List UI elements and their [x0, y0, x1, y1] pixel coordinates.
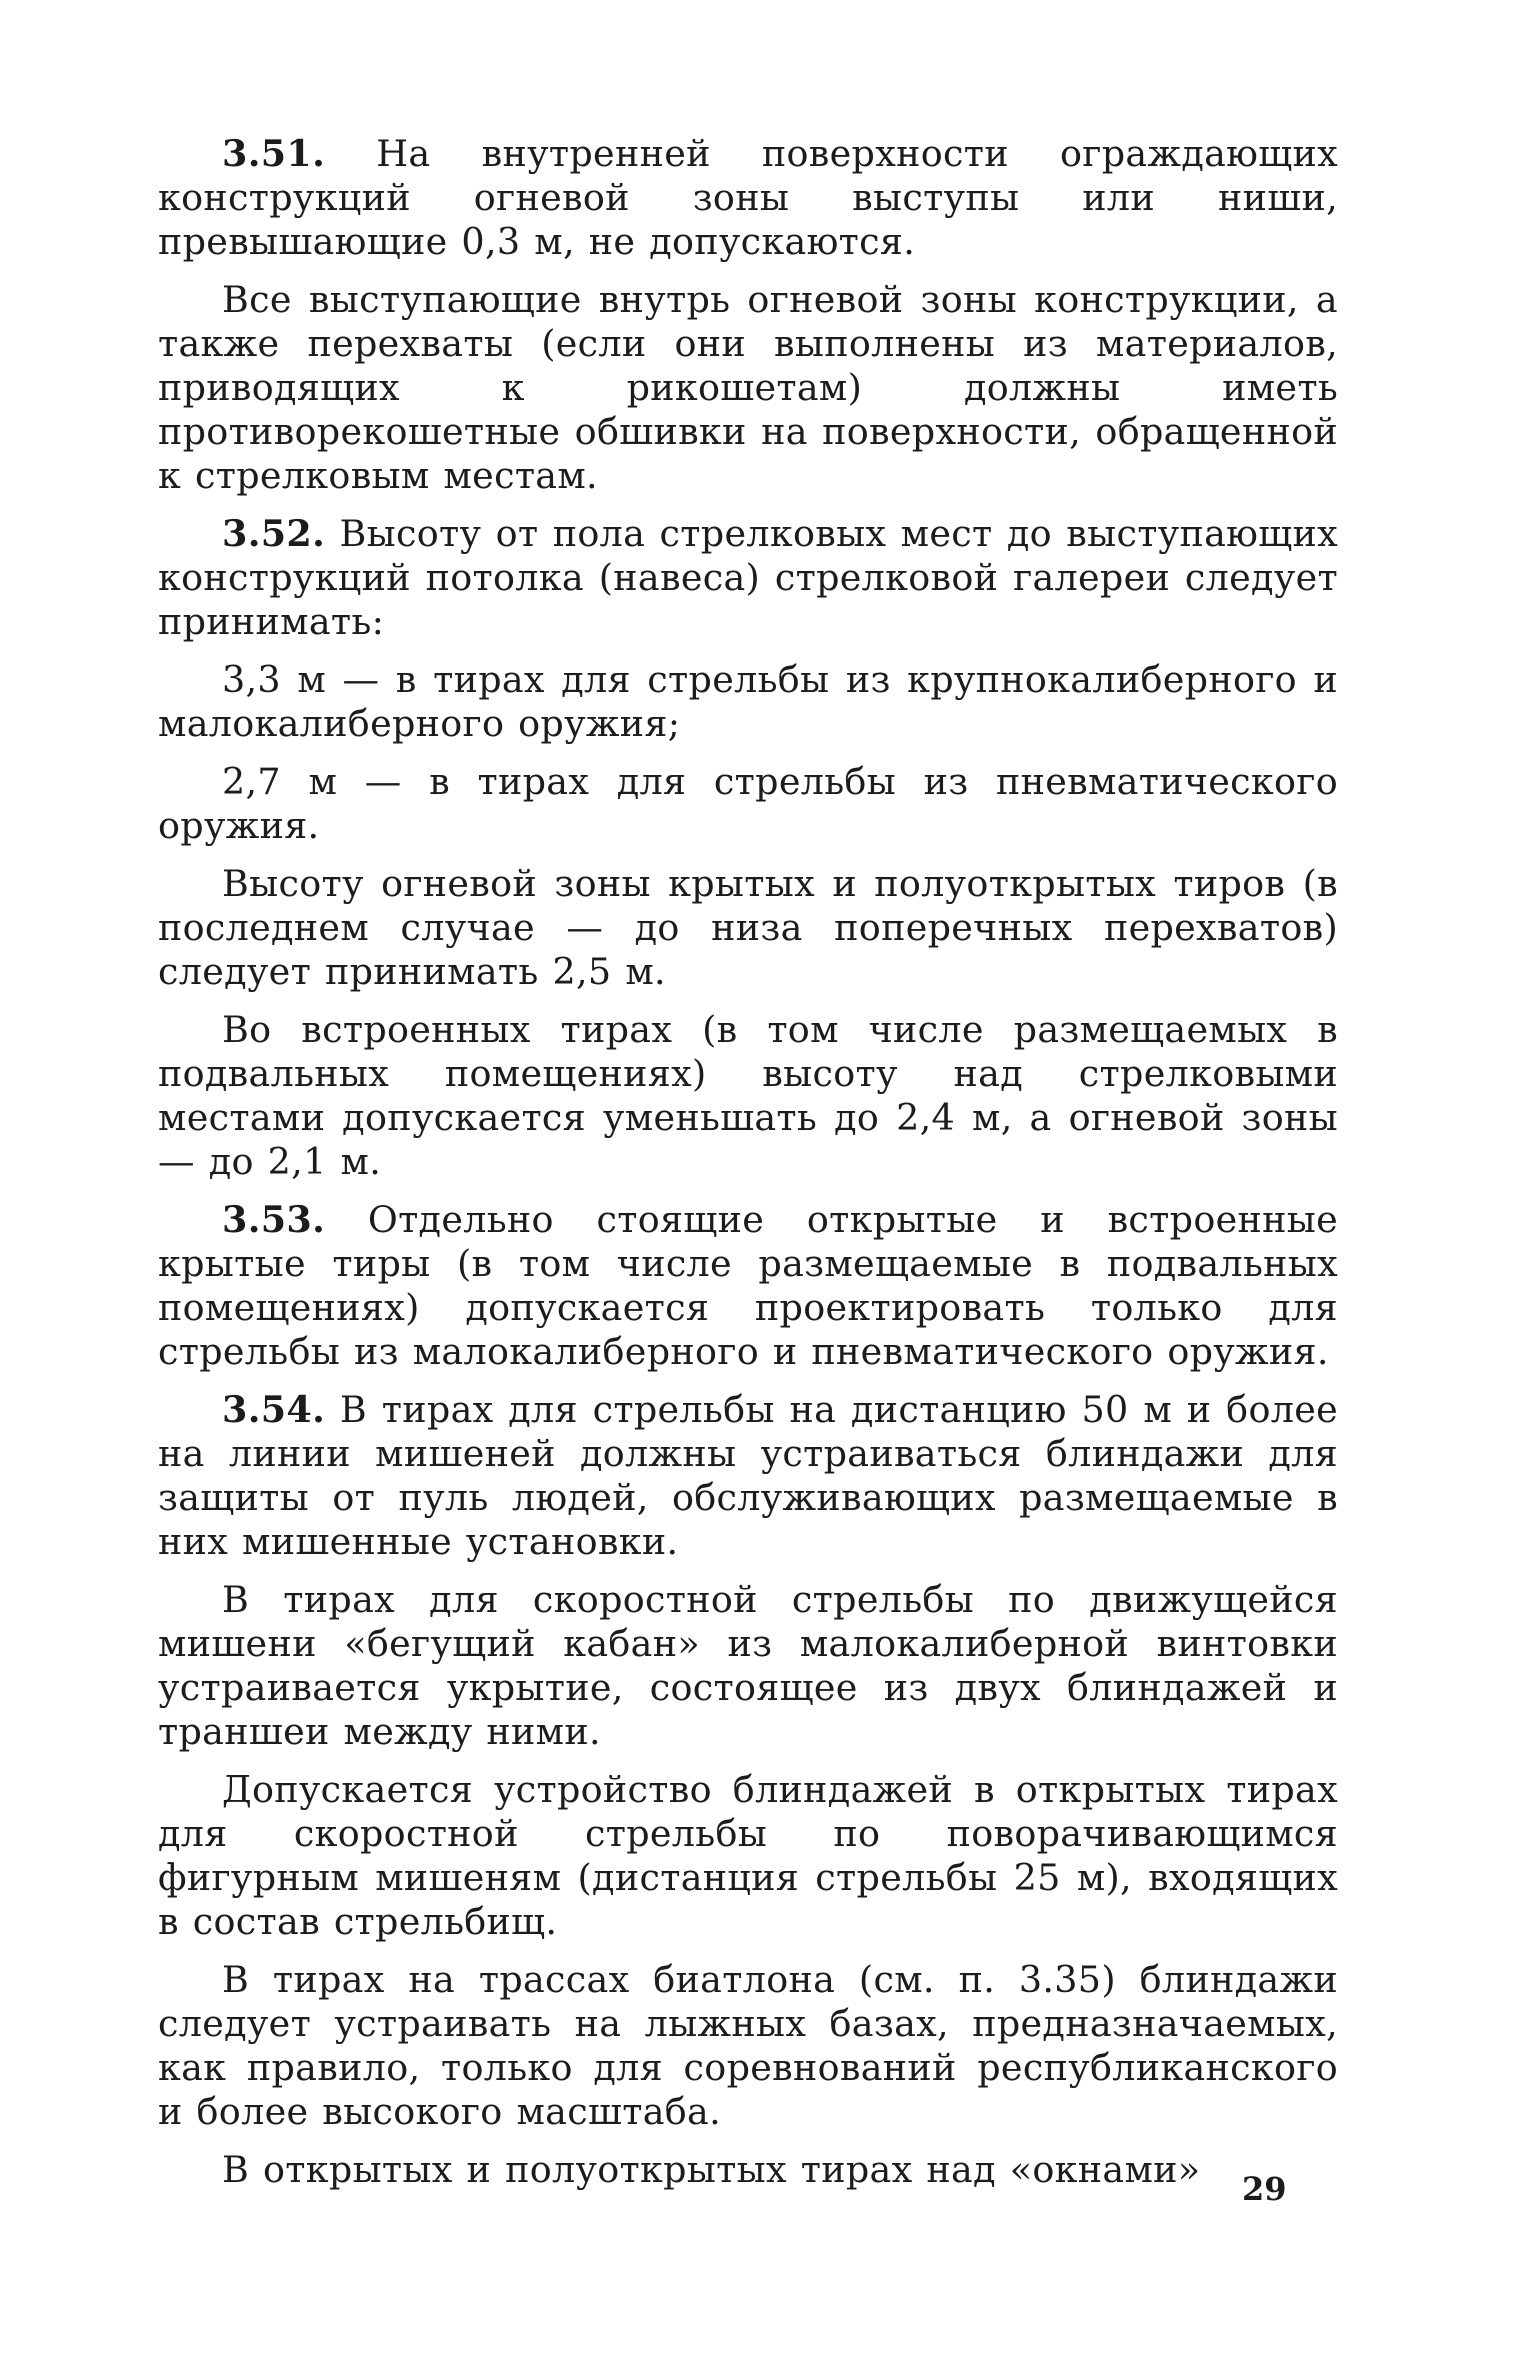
paragraph-3-51 — [158, 132, 1338, 264]
paragraph-text: Высоту от пола стрелковых мест до выступающих конструкций потолка (навеса) стрелковой галереи следует принимать: — [158, 512, 1339, 643]
paragraph-text: 3,3 м — в тирах для стрельбы из крупнокалиберного и малокалиберного оружия; — [158, 658, 1338, 745]
paragraph — [158, 1008, 1338, 1184]
section-number: 3.52. — [222, 512, 326, 555]
section-number: 3.51. — [222, 132, 326, 175]
paragraph-text: Все выступающие внутрь огневой зоны конструкции, а также перехваты (если они выполнены из материалов, приводящих к рикошетам) должны иметь противорекошетные обшивки на поверхности, обращенной к стрелковым местам. — [158, 278, 1338, 497]
paragraph-text: Отдельно стоящие открытые и встроенные крытые тиры (в том числе размещаемые в подвальных помещениях) допускается проектировать только для стрельбы из малокалиберного и пневматического оружия. — [158, 1198, 1338, 1373]
paragraph-text: В тирах для скоростной стрельбы по движущейся мишени «бегущий кабан» из малокалиберной винтовки устраивается укрытие, состоящее из двух блиндажей и траншеи между ними. — [158, 1578, 1338, 1753]
section-number: 3.53. — [222, 1198, 326, 1241]
paragraph-3-52 — [158, 512, 1338, 644]
paragraph-text: Допускается устройство блиндажей в открытых тирах для скоростной стрельбы по поворачивающимся фигурным мишеням (дистанция стрельбы 25 м), входящих в состав стрельбищ. — [158, 1768, 1338, 1943]
paragraph — [158, 2148, 1338, 2192]
paragraph-3-54 — [158, 1388, 1338, 1564]
paragraph-text: В тирах на трассах биатлона (см. п. 3.35) блиндажи следует устраивать на лыжных базах, предназначаемых, как правило, только для соревнований республиканского и более высокого масштаба. — [158, 1958, 1338, 2133]
paragraph — [158, 1958, 1338, 2134]
paragraph-text: В тирах для стрельбы на дистанцию 50 м и более на линии мишеней должны устраиваться блиндажи для защиты от пуль людей, обслуживающих размещаемые в них мишенные установки. — [158, 1388, 1339, 1563]
paragraph — [158, 1578, 1338, 1754]
paragraph-text: Во встроенных тирах (в том числе размещаемых в подвальных помещениях) высоту над стрелковыми местами допускается уменьшать до 2,4 м, а огневой зоны — до 2,1 м. — [158, 1008, 1338, 1183]
paragraph-text: В открытых и полуоткрытых тирах над «окнами» — [222, 2148, 1201, 2191]
paragraph-text: На внутренней поверхности ограждающих конструкций огневой зоны выступы или ниши, превышающие 0,3 м, не допускаются. — [158, 132, 1338, 263]
paragraph — [158, 658, 1338, 746]
paragraph-3-53 — [158, 1198, 1338, 1374]
document-body — [158, 132, 1338, 2206]
paragraph — [158, 1768, 1338, 1944]
paragraph-text: 2,7 м — в тирах для стрельбы из пневматического оружия. — [158, 760, 1338, 847]
paragraph — [158, 760, 1338, 848]
paragraph — [158, 278, 1338, 498]
paragraph — [158, 862, 1338, 994]
paragraph-text: Высоту огневой зоны крытых и полуоткрытых тиров (в последнем случае — до низа поперечных перехватов) следует принимать 2,5 м. — [158, 862, 1338, 993]
page-number: 29 — [1242, 2170, 1287, 2208]
section-number: 3.54. — [222, 1388, 326, 1431]
